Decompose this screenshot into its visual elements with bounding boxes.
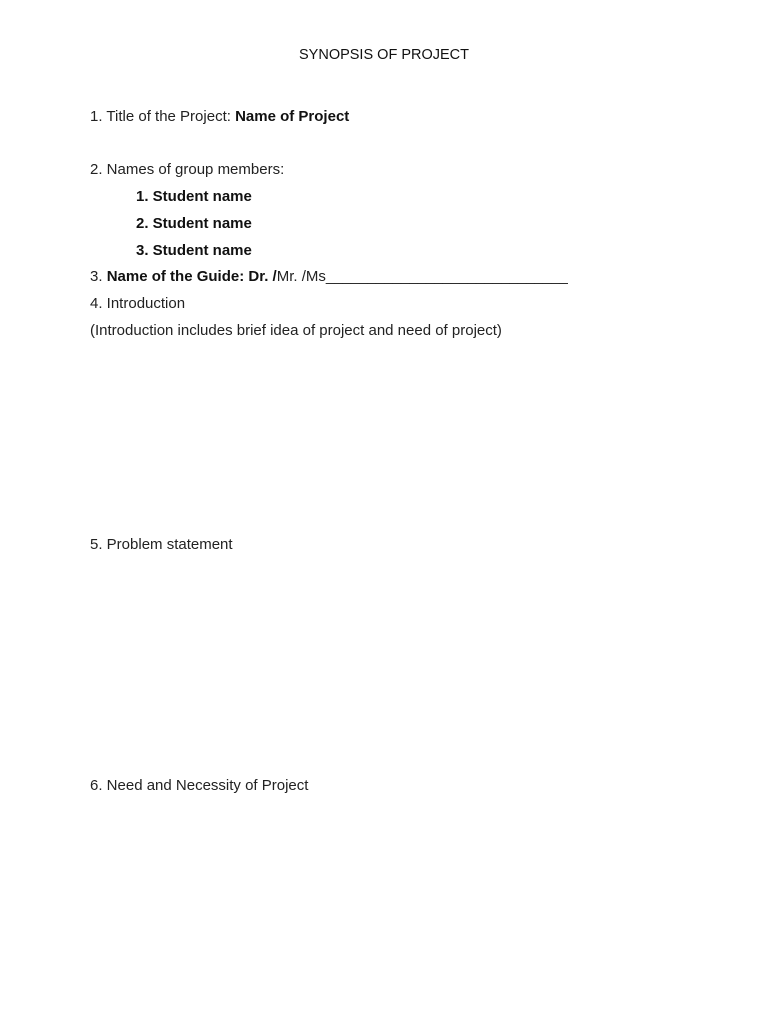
group-member-2: 2. Student name <box>136 215 252 232</box>
group-members-label: 2. Names of group members: <box>90 161 285 178</box>
guide-blank: Mr. /Ms_____________________________ <box>276 268 568 285</box>
project-title-value: Name of Project <box>235 108 350 125</box>
introduction-heading: 4. Introduction <box>90 295 186 312</box>
guide-number: 3. <box>90 268 107 285</box>
project-title-label: 1. Title of the Project: <box>90 108 236 125</box>
project-title-line <box>90 107 349 127</box>
need-heading: 6. Need and Necessity of Project <box>90 777 309 794</box>
document-title: SYNOPSIS OF PROJECT <box>299 47 469 63</box>
problem-statement-heading: 5. Problem statement <box>90 536 233 553</box>
group-member-1: 1. Student name <box>136 188 252 205</box>
guide-label: Name of the Guide: Dr. / <box>106 268 277 285</box>
guide-line <box>90 267 568 287</box>
group-member-3: 3. Student name <box>136 242 252 259</box>
introduction-note: (Introduction includes brief idea of project and need of project) <box>90 322 502 339</box>
